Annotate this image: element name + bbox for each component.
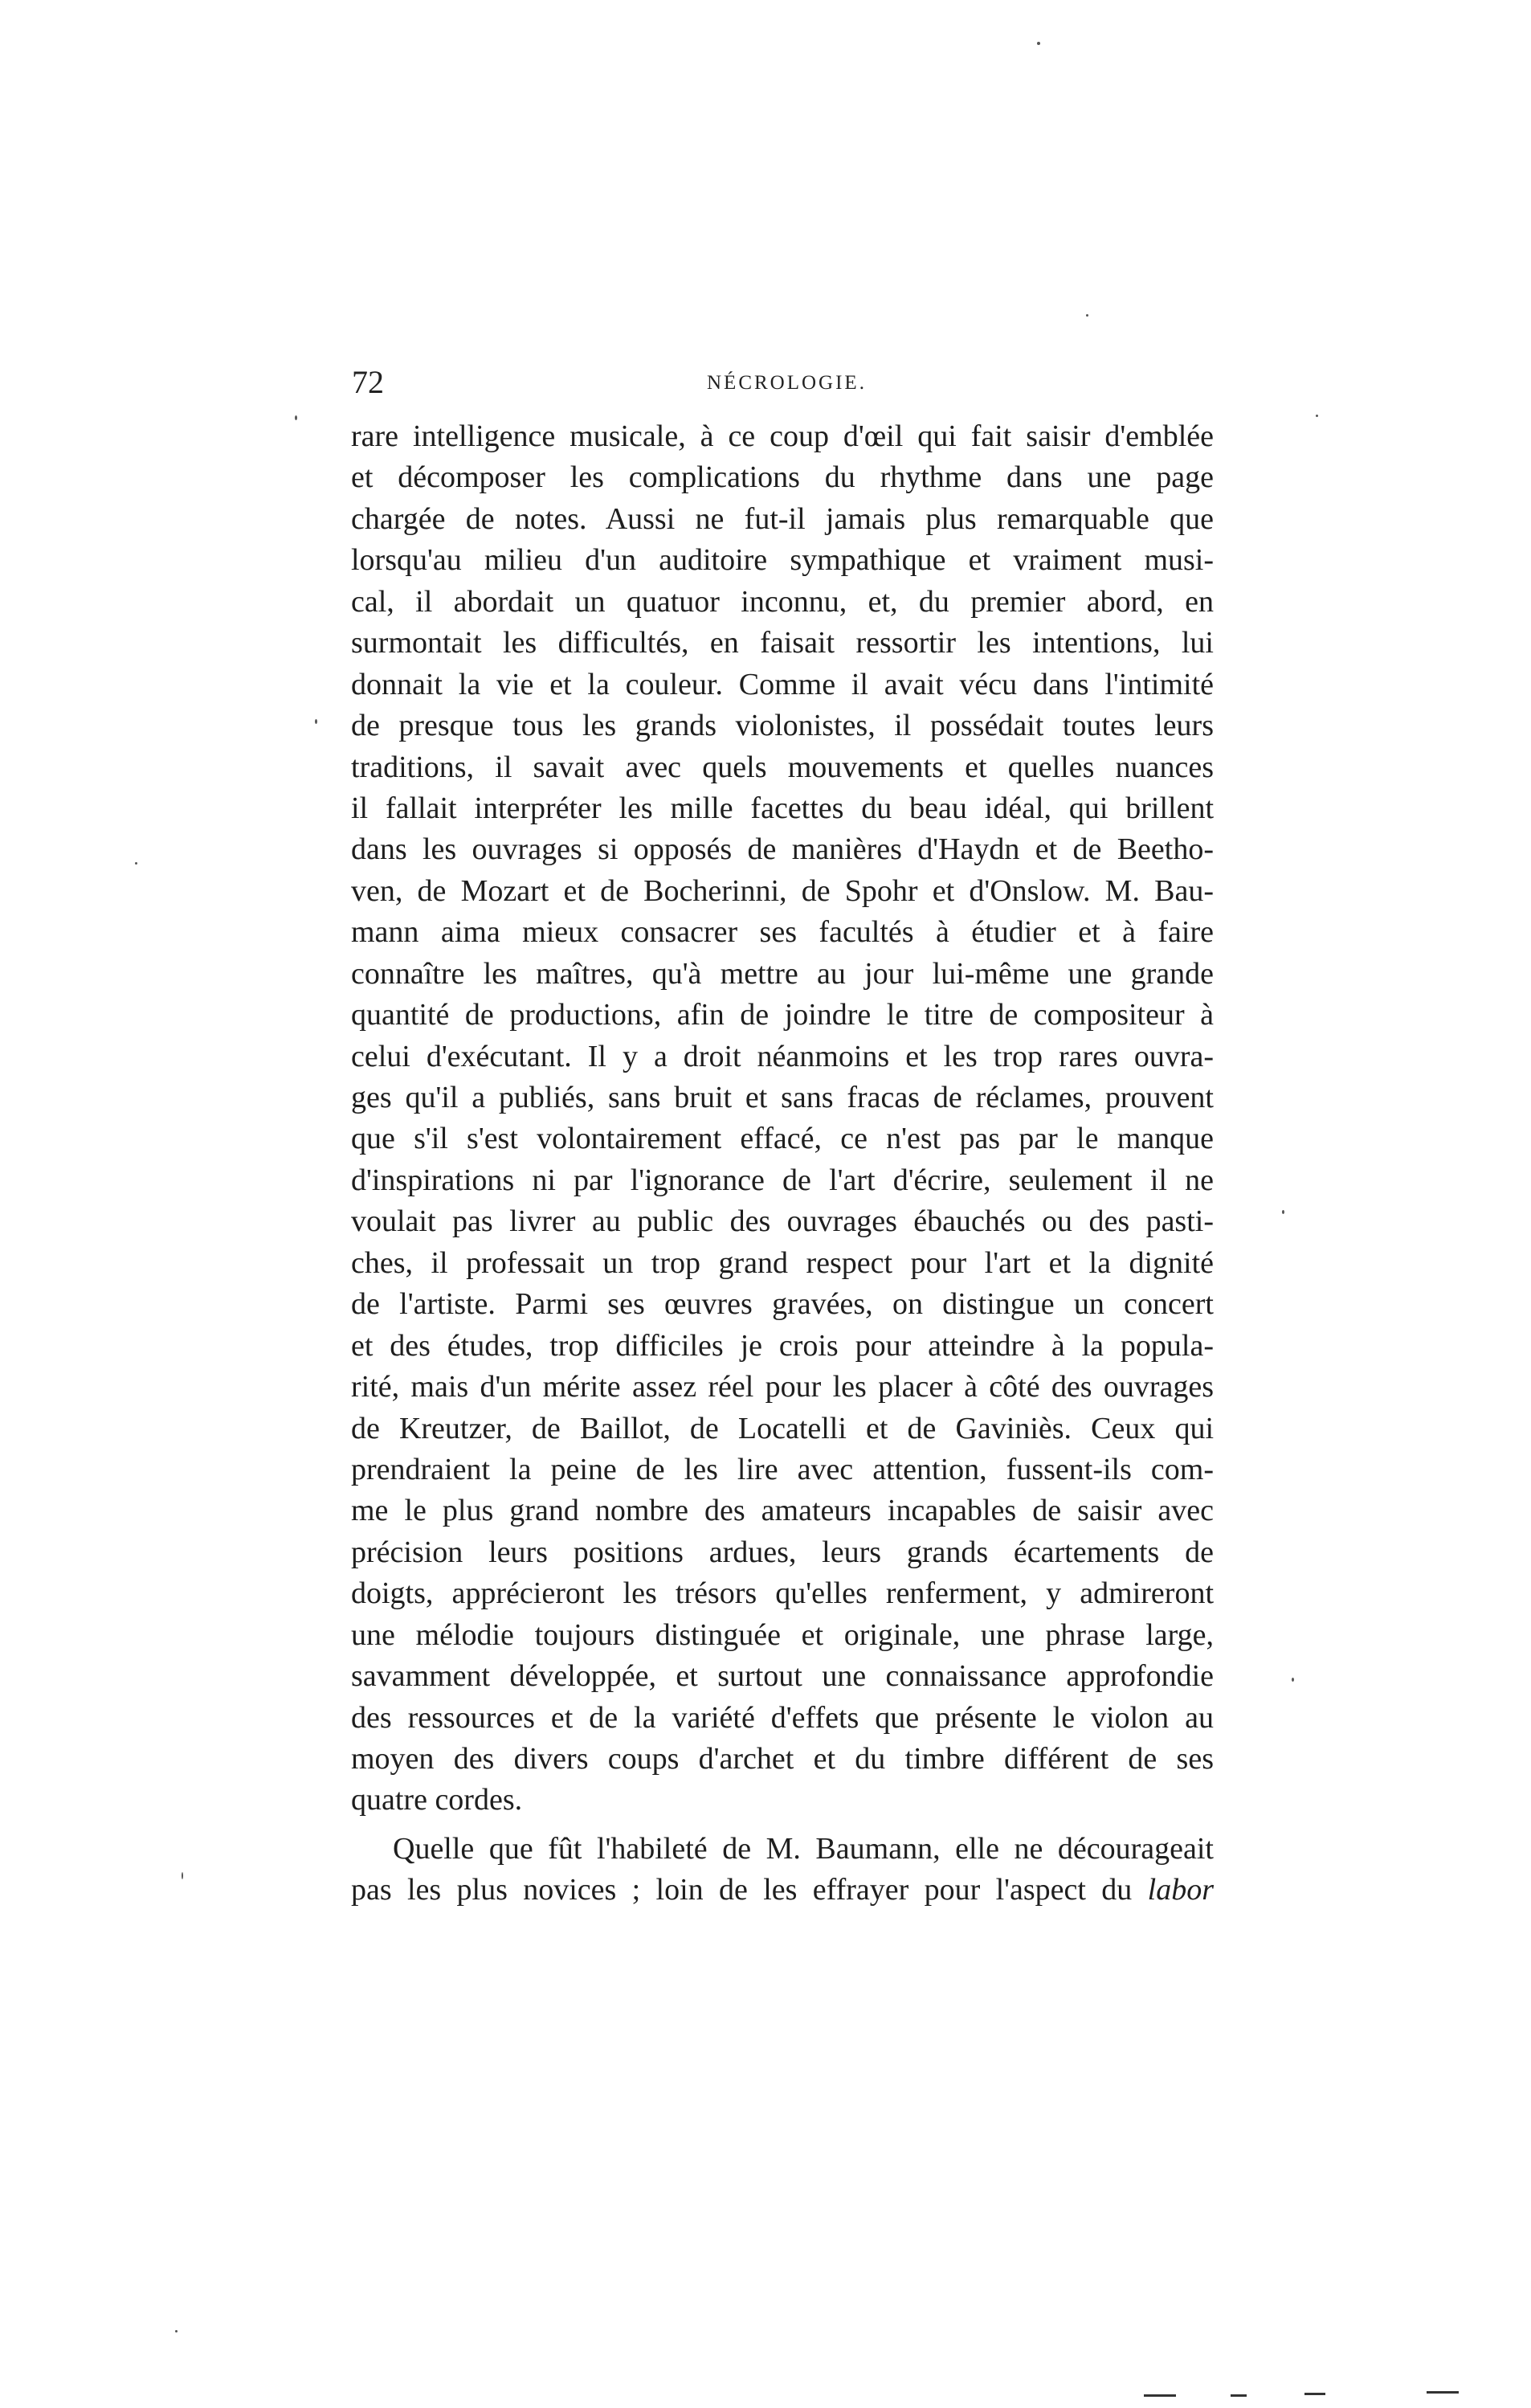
text-line: que s'il s'est volontairement effacé, ce n'est pas par le manque bbox=[351, 1122, 1214, 1156]
text-line: de l'artiste. Parmi ses œuvres gravées, on distingue un concert bbox=[351, 1287, 1214, 1322]
text-line: précision leurs positions ardues, leurs grands écartements de bbox=[351, 1535, 1214, 1569]
scan-speck bbox=[315, 719, 317, 724]
running-head: NÉCROLOGIE. bbox=[707, 372, 867, 394]
text-line: voulait pas livrer au public des ouvrages ébauchés ou des pasti- bbox=[351, 1204, 1214, 1239]
text-line: ven, de Mozart et de Bocherinni, de Spohr et d'Onslow. M. Bau- bbox=[351, 873, 1214, 908]
text-line: lorsqu'au milieu d'un auditoire sympathique et vraiment musi- bbox=[351, 543, 1214, 578]
text-line: moyen des divers coups d'archet et du timbre différent de ses bbox=[351, 1742, 1214, 1776]
scan-edge-mark bbox=[1231, 2394, 1247, 2397]
text-line: de Kreutzer, de Baillot, de Locatelli et de Gaviniès. Ceux qui bbox=[351, 1411, 1214, 1445]
scan-speck bbox=[295, 415, 297, 420]
scan-speck bbox=[135, 862, 137, 865]
text-line: Quelle que fût l'habileté de M. Baumann, elle ne décourageait bbox=[393, 1831, 1214, 1866]
paragraph-gap bbox=[351, 1821, 1214, 1829]
text-line: une mélodie toujours distinguée et originale, une phrase large, bbox=[351, 1617, 1214, 1652]
text-line: d'inspirations ni par l'ignorance de l'art d'écrire, seulement il ne bbox=[351, 1163, 1214, 1197]
text-line: et décomposer les complications du rhythme dans une page bbox=[351, 460, 1214, 495]
text-line: donnait la vie et la couleur. Comme il avait vécu dans l'intimité bbox=[351, 667, 1214, 701]
scan-speck bbox=[182, 1872, 183, 1879]
text-line: quatre cordes. bbox=[351, 1783, 523, 1817]
text-line: chargée de notes. Aussi ne fut-il jamais plus remarquable que bbox=[351, 501, 1214, 536]
text-line: surmontait les difficultés, en faisait ressortir les intentions, lui bbox=[351, 626, 1214, 660]
text-line: traditions, il savait avec quels mouvements et quelles nuances bbox=[351, 750, 1214, 784]
text-line: rare intelligence musicale, à ce coup d'œil qui fait saisir d'emblée bbox=[351, 419, 1214, 453]
scan-speck bbox=[175, 2330, 178, 2332]
text-line: des ressources et de la variété d'effets que présente le violon au bbox=[351, 1700, 1214, 1735]
scan-edge-mark bbox=[1144, 2394, 1176, 2397]
text-line: pas les plus novices ; loin de les effrayer pour l'aspect du labor bbox=[351, 1873, 1214, 1907]
page-number: 72 bbox=[352, 364, 384, 400]
text-line: et des études, trop difficiles je crois pour atteindre à la popula- bbox=[351, 1328, 1214, 1363]
text-line: celui d'exécutant. Il y a droit néanmoins et les trop rares ouvra- bbox=[351, 1039, 1214, 1073]
page-header bbox=[352, 363, 1219, 403]
scan-speck bbox=[1086, 314, 1088, 317]
text-line: connaître les maîtres, qu'à mettre au jour lui-même une grande bbox=[351, 956, 1214, 991]
paragraph-1 bbox=[351, 416, 1214, 1821]
text-line: quantité de productions, afin de joindre le titre de compositeur à bbox=[351, 998, 1214, 1032]
text-line: de presque tous les grands violonistes, il possédait toutes leurs bbox=[351, 709, 1214, 743]
text-line: ges qu'il a publiés, sans bruit et sans fracas de réclames, prouvent bbox=[351, 1081, 1214, 1114]
scan-speck bbox=[1316, 415, 1318, 417]
text-line: me le plus grand nombre des amateurs incapables de saisir avec bbox=[351, 1494, 1214, 1528]
scan-edge-mark bbox=[1427, 2391, 1459, 2394]
text-line: il fallait interpréter les mille facettes du beau idéal, qui brillent bbox=[351, 791, 1214, 825]
text-line: rité, mais d'un mérite assez réel pour les placer à côté des ouvrages bbox=[351, 1370, 1214, 1404]
scan-speck bbox=[1282, 1210, 1284, 1214]
scan-speck bbox=[1292, 1678, 1294, 1682]
text-line: mann aima mieux consacrer ses facultés à étudier et à faire bbox=[351, 915, 1214, 950]
text-line: doigts, apprécieront les trésors qu'elles renferment, y admireront bbox=[351, 1576, 1214, 1611]
scan-edge-mark bbox=[1304, 2393, 1325, 2395]
body-text bbox=[351, 416, 1214, 1911]
scan-speck bbox=[1037, 42, 1040, 45]
text-line: savamment développée, et surtout une connaissance approfondie bbox=[351, 1659, 1214, 1694]
text-line: ches, il professait un trop grand respect pour l'art et la dignité bbox=[351, 1245, 1214, 1280]
paragraph-2 bbox=[351, 1829, 1214, 1911]
text-line: prendraient la peine de les lire avec attention, fussent-ils com- bbox=[351, 1452, 1214, 1486]
text-line: cal, il abordait un quatuor inconnu, et, du premier abord, en bbox=[351, 584, 1214, 619]
text-line: dans les ouvrages si opposés de manières d'Haydn et de Beetho- bbox=[351, 832, 1214, 867]
